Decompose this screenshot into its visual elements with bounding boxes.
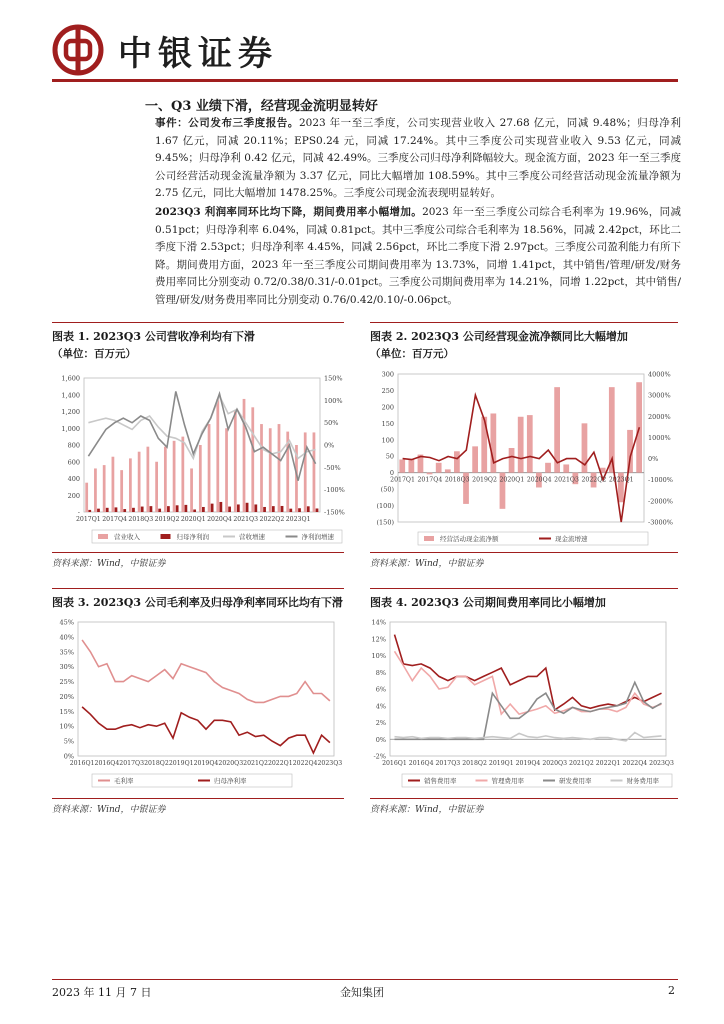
legend-label: 销售费用率 bbox=[424, 777, 457, 785]
y2-tick-label: -150% bbox=[324, 508, 345, 517]
y-tick-label: 40% bbox=[59, 633, 74, 642]
chart-cashflow bbox=[366, 364, 682, 550]
x-tick-label: 2019Q4 bbox=[515, 760, 541, 767]
x-tick-label: 2022Q1 bbox=[267, 760, 293, 767]
series-line bbox=[82, 640, 330, 703]
series-line bbox=[395, 635, 662, 710]
y-tick-label: 10% bbox=[371, 652, 386, 660]
bar bbox=[167, 506, 170, 512]
bar bbox=[138, 452, 141, 512]
header-divider bbox=[52, 79, 678, 82]
x-tick-label: 2016Q4 bbox=[94, 760, 120, 767]
x-tick-label: 2016Q4 bbox=[408, 760, 434, 767]
y-tick-label: 300 bbox=[381, 370, 394, 379]
bar bbox=[129, 458, 132, 512]
x-tick-label: 2021Q2 bbox=[243, 760, 268, 767]
bar bbox=[243, 399, 246, 512]
bar bbox=[436, 463, 442, 473]
bar bbox=[181, 437, 184, 512]
paragraph-lead: 事件：公司发布三季度报告。 bbox=[155, 117, 299, 129]
bar bbox=[120, 470, 123, 512]
bar bbox=[158, 509, 161, 512]
y2-tick-label: -1000% bbox=[648, 476, 673, 485]
bar bbox=[472, 446, 478, 472]
legend-label: 管理费用率 bbox=[491, 777, 524, 785]
bar bbox=[228, 507, 231, 512]
y-tick-label: 150 bbox=[381, 419, 394, 428]
bar bbox=[304, 432, 307, 512]
legend-label: 毛利率 bbox=[114, 777, 134, 785]
y-tick-label: 5% bbox=[63, 737, 74, 746]
bar bbox=[211, 504, 214, 512]
figure-divider bbox=[52, 798, 344, 799]
y2-tick-label: 50% bbox=[324, 419, 339, 428]
x-tick-label: 2017Q1 bbox=[390, 476, 415, 484]
brand-name: 中银证券 bbox=[118, 34, 278, 74]
y-tick-label: 14% bbox=[371, 618, 386, 627]
y2-tick-label: 4000% bbox=[648, 370, 671, 379]
bar bbox=[103, 465, 106, 512]
legend-label: 归母净利率 bbox=[214, 777, 247, 785]
paragraph-event bbox=[155, 115, 681, 203]
figure-2-source: 资料来源：Wind，中银证券 bbox=[370, 559, 484, 569]
section-title: 一、Q3 业绩下滑，经营现金流明显转好 bbox=[145, 99, 378, 114]
x-tick-label: 2017Q4 bbox=[417, 476, 443, 484]
x-tick-label: 2019Q2 bbox=[154, 516, 180, 523]
y-tick-label: 400 bbox=[67, 475, 80, 483]
footer-date: 2023 年 11 月 7 日 bbox=[52, 986, 152, 999]
paragraph-body: 2023 年一至三季度公司综合毛利率为 19.96%，同减 0.51pct；归母净利率 6.04%，同减 0.81pct。其中三季度公司综合毛利率为 18.56%，同减 2.42pct，环比二季度下滑 2.53pct；归母净利率 4.45%，同减 2.56pct，环比二季度下滑 2.97pct。三季度公司盈利能力有所下降。期间费用方面，2023 年一至三季度公司期间费用率为 13.73%，同增 1.41pct，其中销售/管理/研发/财务费用率同比分别变动 0.72/0.38/0.31/-0.01pct。三季度公司期间费用率为 14.21%，同增 1.22pct，其中销售/管理/研发/财务费用率同比分别变动 0.76/0.42/0.10/-0.06pct。 bbox=[155, 206, 681, 306]
bar bbox=[199, 445, 202, 512]
y-tick-label: 15% bbox=[59, 707, 74, 716]
page-number: 2 bbox=[668, 984, 675, 997]
y-tick-label: 12% bbox=[371, 635, 386, 644]
chart-expense-ratios bbox=[366, 614, 682, 794]
legend-label: 营收增速 bbox=[239, 533, 265, 541]
x-tick-label: 2020Q4 bbox=[207, 516, 232, 523]
bar bbox=[155, 462, 158, 512]
x-tick-label: 2023Q1 bbox=[285, 516, 311, 523]
series-line bbox=[82, 707, 330, 753]
bar bbox=[190, 468, 193, 512]
bar bbox=[246, 503, 249, 512]
chart-revenue-profit bbox=[52, 364, 352, 550]
y-tick-label: 6% bbox=[375, 685, 386, 694]
x-tick-label: 2020Q1 bbox=[499, 476, 525, 484]
figure-2-unit: （单位：百万元） bbox=[370, 348, 454, 360]
bar bbox=[251, 407, 254, 512]
x-tick-label: 2020Q3 bbox=[218, 760, 244, 767]
figure-1-unit: （单位：百万元） bbox=[52, 348, 136, 360]
bar bbox=[219, 502, 222, 512]
bar bbox=[313, 432, 316, 512]
x-tick-label: 2023Q1 bbox=[608, 476, 634, 484]
bar bbox=[278, 424, 281, 512]
logo-icon bbox=[52, 24, 104, 76]
bar bbox=[254, 504, 257, 512]
y-tick-label: 0 bbox=[389, 469, 394, 478]
bar bbox=[316, 508, 319, 512]
legend-label: 现金流增速 bbox=[555, 535, 588, 543]
x-tick-label: 2020Q4 bbox=[526, 476, 552, 484]
bar bbox=[208, 424, 211, 512]
y2-tick-label: -2000% bbox=[648, 497, 673, 506]
bar bbox=[563, 464, 569, 472]
y-tick-label: (150) bbox=[376, 518, 394, 527]
y-tick-label: 600 bbox=[67, 458, 80, 467]
figure-divider bbox=[52, 588, 344, 589]
figure-divider bbox=[52, 322, 344, 323]
chart-margins bbox=[52, 614, 352, 794]
x-tick-label: 2018Q2 bbox=[144, 760, 169, 767]
paragraph-lead: 2023Q3 利润率同环比均下降，期间费用率小幅增加。 bbox=[155, 206, 423, 218]
x-tick-label: 2019Q1 bbox=[488, 760, 514, 767]
bar bbox=[146, 447, 149, 512]
bar bbox=[123, 509, 126, 512]
x-tick-label: 2023Q3 bbox=[649, 760, 674, 767]
y-tick-label: 10% bbox=[59, 722, 74, 731]
x-tick-label: 2017Q4 bbox=[102, 516, 127, 523]
figure-divider bbox=[370, 322, 678, 323]
bar bbox=[141, 507, 144, 512]
x-tick-label: 2020Q3 bbox=[542, 760, 568, 767]
series-line bbox=[88, 391, 315, 480]
legend-swatch bbox=[161, 534, 171, 539]
x-tick-label: 2021Q3 bbox=[554, 476, 579, 484]
y2-tick-label: 150% bbox=[324, 374, 343, 383]
bar bbox=[237, 504, 240, 512]
x-tick-label: 2016Q1 bbox=[69, 760, 95, 767]
x-tick-label: 2019Q1 bbox=[168, 760, 194, 767]
x-tick-label: 2022Q1 bbox=[595, 760, 621, 767]
y2-tick-label: 100% bbox=[324, 396, 343, 405]
legend-label: 财务费用率 bbox=[626, 777, 659, 785]
bar bbox=[193, 509, 196, 512]
x-tick-label: 2017Q3 bbox=[119, 760, 145, 767]
y-tick-label: (100) bbox=[376, 502, 394, 511]
bar bbox=[225, 428, 228, 512]
series-line bbox=[395, 682, 662, 739]
bar bbox=[445, 469, 451, 472]
y2-tick-label: -3000% bbox=[648, 518, 673, 527]
bar bbox=[399, 460, 405, 473]
x-tick-label: 2019Q4 bbox=[193, 760, 219, 767]
y-tick-label: 50 bbox=[385, 452, 394, 461]
y-tick-label: 250 bbox=[381, 386, 394, 395]
bar bbox=[164, 447, 167, 512]
bar bbox=[106, 508, 109, 512]
y-tick-label: 30% bbox=[59, 663, 74, 672]
bar bbox=[88, 510, 91, 512]
bar bbox=[94, 468, 97, 512]
figure-3-title: 图表 3. 2023Q3 公司毛利率及归母净利率同环比均有下滑 bbox=[52, 596, 343, 609]
x-tick-label: 2017Q3 bbox=[435, 760, 461, 767]
bar bbox=[289, 509, 292, 512]
legend-label: 经营活动现金流净额 bbox=[440, 535, 499, 543]
y2-tick-label: 2000% bbox=[648, 412, 671, 421]
x-tick-label: 2019Q2 bbox=[472, 476, 497, 484]
series-line bbox=[88, 396, 315, 459]
bar bbox=[176, 505, 179, 512]
y-tick-label: 45% bbox=[59, 618, 74, 627]
bar bbox=[263, 507, 266, 512]
legend-swatch bbox=[98, 534, 108, 539]
x-tick-label: 2023Q3 bbox=[317, 760, 343, 767]
x-tick-label: 2022Q4 bbox=[622, 760, 648, 767]
y-tick-label: 100 bbox=[381, 436, 394, 445]
legend-label: 归母净利润 bbox=[176, 533, 209, 541]
bar bbox=[281, 506, 284, 512]
plot-frame bbox=[84, 378, 320, 512]
x-tick-label: 2022Q2 bbox=[581, 476, 607, 484]
bar bbox=[454, 451, 460, 472]
figure-1-title: 图表 1. 2023Q3 公司营收净利均有下滑 bbox=[52, 330, 255, 343]
bar bbox=[427, 473, 433, 475]
figure-2-title: 图表 2. 2023Q3 公司经营现金流净额同比大幅增加 bbox=[370, 330, 628, 343]
y-tick-label: 200 bbox=[381, 403, 394, 412]
x-tick-label: 2020Q1 bbox=[180, 516, 206, 523]
footer-divider bbox=[52, 979, 678, 980]
bar bbox=[272, 506, 275, 512]
bar bbox=[85, 483, 88, 512]
x-tick-label: 2018Q2 bbox=[462, 760, 487, 767]
x-tick-label: 2017Q1 bbox=[75, 516, 101, 523]
bar bbox=[132, 508, 135, 512]
bar bbox=[518, 417, 524, 473]
x-tick-label: 2022Q4 bbox=[292, 760, 318, 767]
y-tick-label: 35% bbox=[59, 648, 74, 657]
y2-tick-label: 3000% bbox=[648, 391, 671, 400]
legend-swatch bbox=[424, 536, 434, 541]
y2-tick-label: 0% bbox=[324, 441, 335, 450]
y-tick-label: 0% bbox=[375, 735, 386, 744]
y-tick-label: 800 bbox=[67, 441, 80, 450]
bar bbox=[527, 415, 533, 473]
legend-label: 净利润增速 bbox=[301, 533, 334, 541]
figure-divider bbox=[52, 552, 344, 553]
bar bbox=[269, 428, 272, 512]
y-tick-label: 2% bbox=[375, 719, 386, 727]
y-tick-label: 1,600 bbox=[61, 374, 80, 383]
y-tick-label: 4% bbox=[375, 702, 386, 711]
y-tick-label: 1,400 bbox=[61, 391, 80, 400]
y2-tick-label: 0% bbox=[648, 455, 659, 464]
x-tick-label: 2021Q2 bbox=[569, 760, 594, 767]
bar bbox=[298, 508, 301, 512]
y2-tick-label: 1000% bbox=[648, 433, 671, 442]
bar bbox=[173, 441, 176, 512]
bar bbox=[260, 424, 263, 512]
y2-tick-label: -50% bbox=[324, 463, 341, 472]
y-tick-label: 1,000 bbox=[61, 424, 80, 433]
y-tick-label: 1,200 bbox=[61, 408, 80, 416]
bar bbox=[185, 505, 188, 512]
y-tick-label: 0% bbox=[63, 752, 74, 761]
paragraph-margins bbox=[155, 204, 681, 310]
figure-4-source: 资料来源：Wind，中银证券 bbox=[370, 805, 484, 815]
bar bbox=[216, 399, 219, 512]
figure-3-source: 资料来源：Wind，中银证券 bbox=[52, 805, 166, 815]
x-tick-label: 2016Q1 bbox=[382, 760, 407, 767]
bar bbox=[234, 412, 237, 513]
y-tick-label: - bbox=[77, 508, 80, 517]
figure-4-title: 图表 4. 2023Q3 公司期间费用率同比小幅增加 bbox=[370, 596, 606, 609]
y-tick-label: -2% bbox=[373, 752, 386, 761]
legend-label: 营业收入 bbox=[114, 533, 140, 541]
figure-divider bbox=[370, 552, 678, 553]
x-tick-label: 2022Q2 bbox=[259, 516, 285, 523]
figure-divider bbox=[370, 588, 678, 589]
bar bbox=[202, 507, 205, 512]
y-tick-label: 25% bbox=[59, 678, 74, 687]
x-tick-label: 2018Q3 bbox=[444, 476, 470, 484]
legend-label: 研发费用率 bbox=[559, 777, 592, 785]
bar bbox=[545, 463, 551, 473]
bar bbox=[150, 506, 153, 512]
figure-divider bbox=[370, 798, 678, 799]
y-tick-label: 20% bbox=[59, 692, 74, 701]
bar bbox=[408, 460, 414, 473]
y-tick-label: 200 bbox=[67, 491, 80, 500]
bar bbox=[509, 448, 515, 473]
footer-company: 金知集团 bbox=[340, 986, 384, 999]
y-tick-label: 8% bbox=[375, 668, 386, 677]
series-line bbox=[403, 395, 640, 522]
x-tick-label: 2021Q3 bbox=[233, 516, 259, 523]
bar bbox=[115, 507, 118, 512]
bar bbox=[97, 509, 100, 512]
figure-1-source: 资料来源：Wind，中银证券 bbox=[52, 559, 166, 569]
y2-tick-label: -100% bbox=[324, 486, 345, 495]
paragraph-body: 2023 年一至三季度，公司实现营业收入 27.68 亿元，同减 9.48%；归母净利 1.67 亿元，同减 20.11%；EPS0.24 元，同减 17.24%。其中三季度公司实现营业收入 9.53 亿元，同减 9.45%；归母净利 0.42 亿元，同减 42.49%。三季度公司归母净利降幅较大。现金流方面，2023 年一至三季度公司经营活动现金流量净额为 3.37 亿元，同比大幅增加 108.59%。其中三季度公司经营活动现金流量净额为 2.75 亿元，同比大幅增加 1478.25%。三季度公司现金流表现明显转好。 bbox=[155, 117, 681, 200]
x-tick-label: 2018Q3 bbox=[128, 516, 154, 523]
bar bbox=[112, 457, 115, 512]
y-tick-label: (50) bbox=[380, 485, 394, 494]
bar bbox=[307, 506, 310, 512]
